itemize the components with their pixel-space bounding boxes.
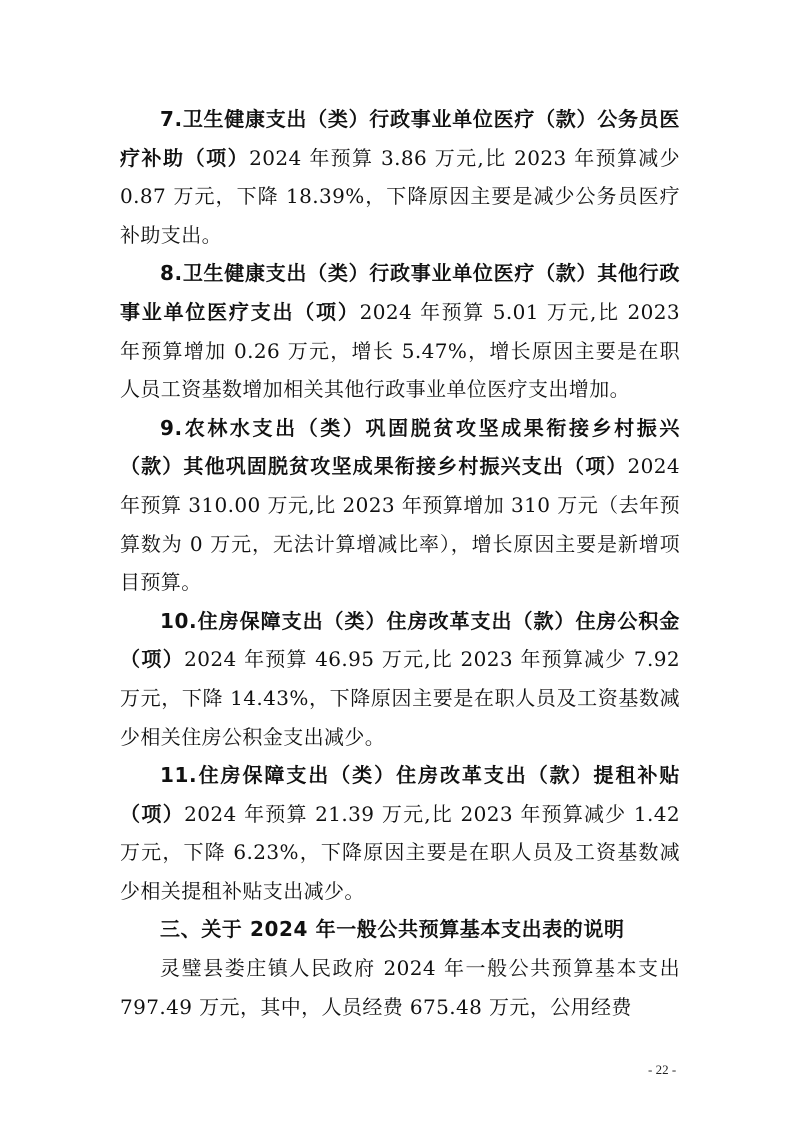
paragraph-7-heading: 7.卫生健康支出（类）行政事业单位医疗（款）公务员医疗补助（项） <box>120 107 680 170</box>
paragraph-10-body: 2024 年预算 46.95 万元,比 2023 年预算减少 7.92 万元，下降 14.43%，下降原因主要是在职人员及工资基数减少相关住房公积金支出减少。 <box>120 647 680 749</box>
paragraph-11 <box>120 756 680 910</box>
paragraph-9-heading: 9.农林水支出（类）巩固脱贫攻坚成果衔接乡村振兴（款）其他巩固脱贫攻坚成果衔接乡村振兴支出（项） <box>120 415 680 479</box>
paragraph-9 <box>120 409 680 602</box>
section-3-title: 三、关于 2024 年一般公共预算基本支出表的说明 <box>160 917 625 942</box>
paragraph-8-heading: 8.卫生健康支出（类）行政事业单位医疗（款）其他行政事业单位医疗支出（项） <box>120 261 680 324</box>
paragraph-10-heading: 10.住房保障支出（类）住房改革支出（款）住房公积金（项） <box>120 608 680 672</box>
section-3-heading <box>120 910 680 949</box>
paragraph-10 <box>120 602 680 756</box>
paragraph-8 <box>120 254 680 408</box>
paragraph-9-body: 2024 年预算 310.00 万元,比 2023 年预算增加 310 万元（去年预算数为 0 万元，无法计算增减比率），增长原因主要是新增项目预算。 <box>120 454 680 595</box>
paragraph-7-body: 2024 年预算 3.86 万元,比 2023 年预算减少 0.87 万元，下降 18.39%，下降原因主要是减少公务员医疗补助支出。 <box>120 145 680 247</box>
document-body <box>120 100 680 1026</box>
paragraph-8-body: 2024 年预算 5.01 万元,比 2023 年预算增加 0.26 万元，增长 5.47%，增长原因主要是在职人员工资基数增加相关其他行政事业单位医疗支出增加。 <box>120 299 680 402</box>
paragraph-11-body: 2024 年预算 21.39 万元,比 2023 年预算减少 1.42 万元，下降 6.23%，下降原因主要是在职人员及工资基数减少相关提租补贴支出减少。 <box>120 801 680 903</box>
section-3-body: 灵璧县娄庄镇人民政府 2024 年一般公共预算基本支出 797.49 万元，其中，人员经费 675.48 万元，公用经费 <box>120 956 680 1019</box>
page-number: - 22 - <box>648 1062 677 1077</box>
paragraph-11-heading: 11.住房保障支出（类）住房改革支出（款）提租补贴（项） <box>120 763 680 826</box>
paragraph-7 <box>120 100 680 254</box>
section-3-paragraph <box>120 949 680 1026</box>
